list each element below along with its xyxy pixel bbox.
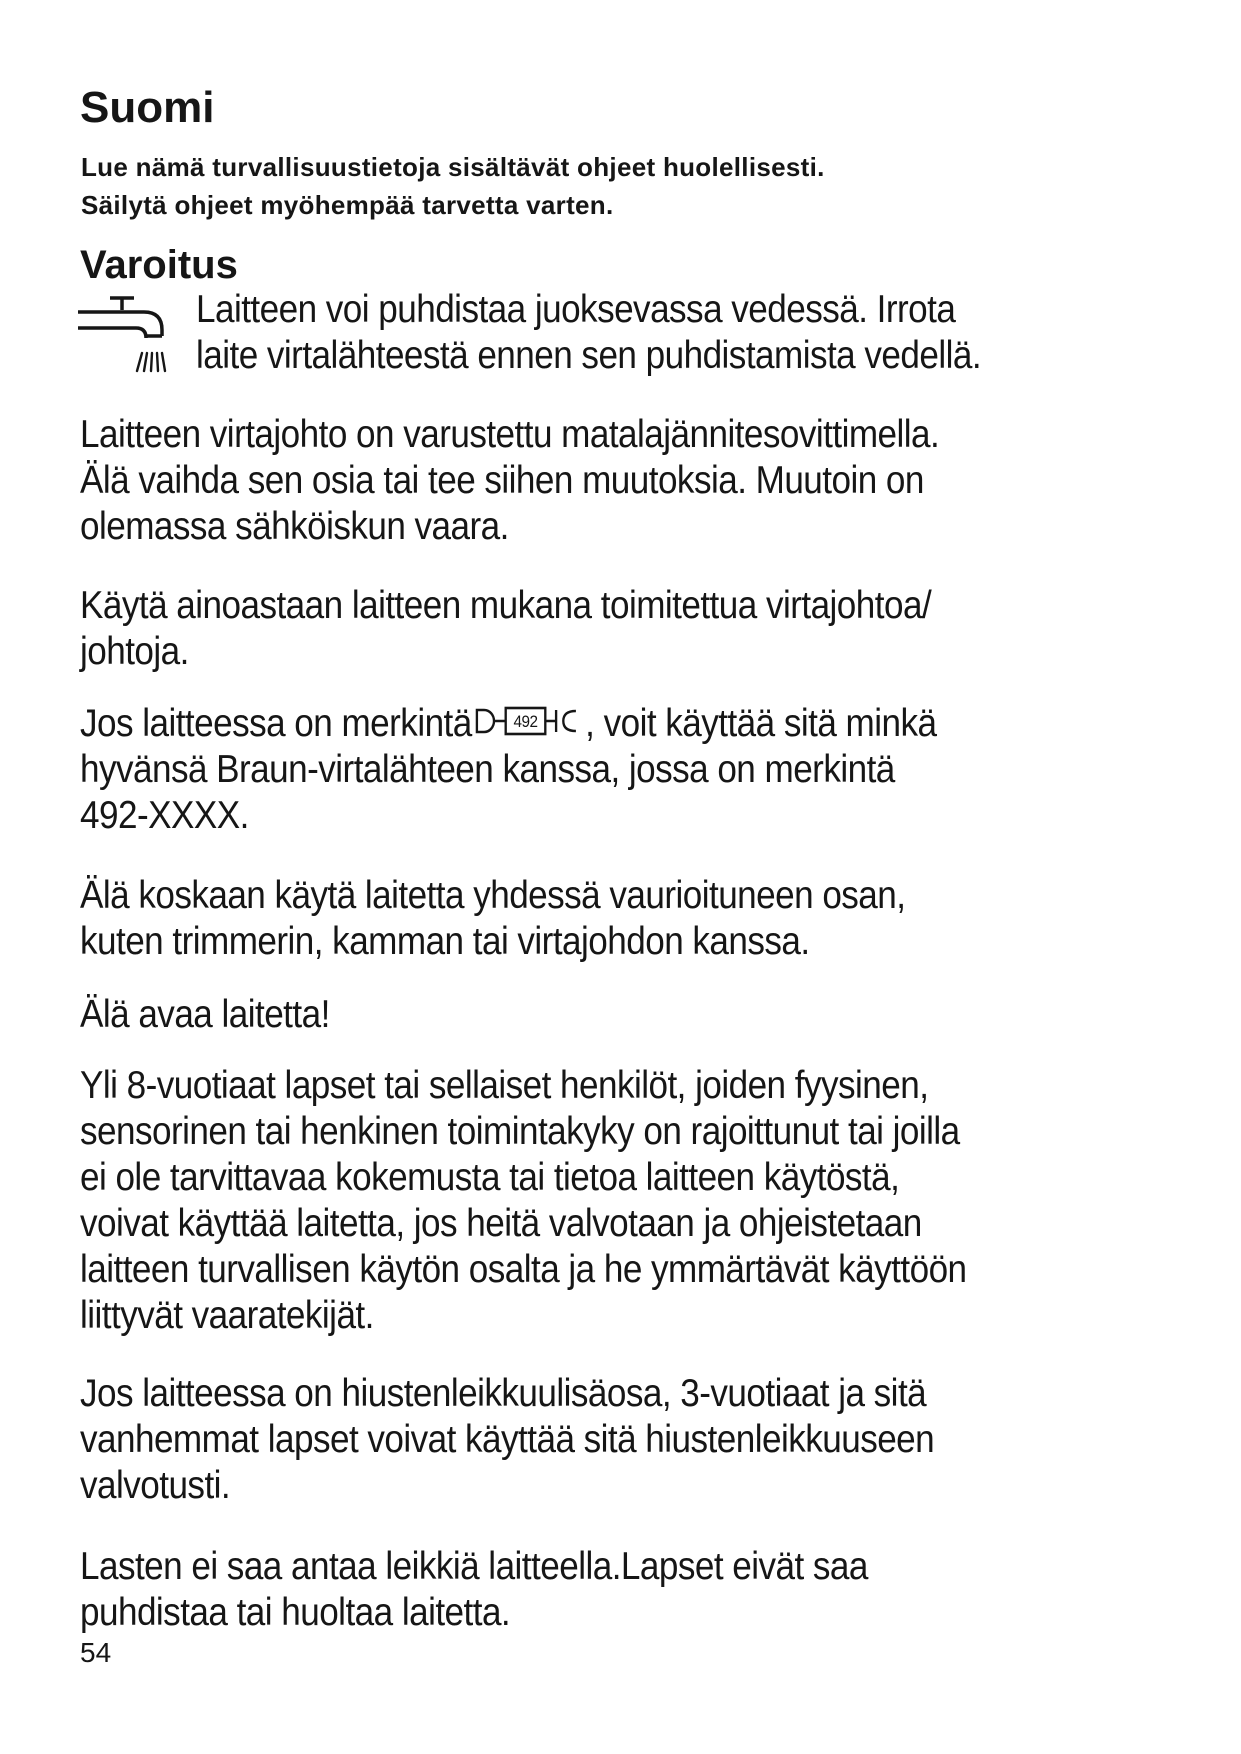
warning-heading: Varoitus [80, 243, 238, 287]
paragraph-line: vanhemmat lapset voivat käyttää sitä hiustenleikkuuseen [80, 1418, 935, 1461]
power-plug-marking-icon [475, 704, 579, 738]
paragraph-line: Yli 8-vuotiaat lapset tai sellaiset henkilöt, joiden fyysinen, [80, 1064, 929, 1107]
intro-line: Lue nämä turvallisuustietoja sisältävät ohjeet huolellisesti. [81, 152, 825, 182]
paragraph-line: hyvänsä Braun-virtalähteen kanssa, jossa on merkintä [80, 748, 895, 791]
paragraph-line: Älä vaihda sen osia tai tee siihen muutoksia. Muutoin on [80, 459, 924, 502]
paragraph-power-cord-adapter [80, 412, 939, 550]
paragraph-line: liittyvät vaaratekijät. [80, 1294, 374, 1337]
warning-line: laite virtalähteestä ennen sen puhdistamista vedellä. [196, 334, 982, 377]
intro-notice [81, 148, 825, 224]
paragraph-text: , voit käyttää sitä minkä [585, 702, 937, 745]
warning-line: Laitteen voi puhdistaa juoksevassa vedessä. Irrota [196, 288, 956, 331]
paragraph-line: Jos laitteessa on hiustenleikkuulisäosa, 3-vuotiaat ja sitä [80, 1372, 927, 1415]
page-number: 54 [80, 1637, 112, 1668]
paragraph-line: Lasten ei saa antaa leikkiä laitteella.Lapset eivät saa [80, 1545, 868, 1588]
paragraph-damaged-parts [80, 873, 905, 965]
paragraph-supplied-cords [80, 583, 931, 675]
paragraph-line: Älä koskaan käytä laitetta yhdessä vaurioituneen osan, [80, 874, 906, 917]
paragraph-line: laitteen turvallisen käytön osalta ja he ymmärtävät käyttöön [80, 1248, 967, 1291]
paragraph-line: voivat käyttää laitetta, jos heitä valvotaan ja ohjeistetaan [80, 1202, 922, 1245]
paragraph-hair-clipper-attachment [80, 1371, 934, 1509]
paragraph-children-play [80, 1544, 868, 1636]
paragraph-marking [80, 701, 936, 839]
paragraph-line: Älä avaa laitetta! [80, 993, 330, 1036]
marking-code: 492 [513, 712, 538, 732]
paragraph-do-not-open [80, 992, 330, 1038]
paragraph-line: Laitteen virtajohto on varustettu matalajännitesovittimella. [80, 413, 940, 456]
paragraph-line: puhdistaa tai huoltaa laitetta. [80, 1591, 511, 1634]
paragraph-children-8-years [80, 1063, 967, 1339]
paragraph-line: Käytä ainoastaan laitteen mukana toimitettua virtajohtoa/ [80, 584, 932, 627]
paragraph-line: kuten trimmerin, kamman tai virtajohdon kanssa. [80, 920, 810, 963]
paragraph-line: 492-XXXX. [80, 794, 249, 837]
paragraph-line: ei ole tarvittavaa kokemusta tai tietoa laitteen käytöstä, [80, 1156, 900, 1199]
water-tap-icon [78, 293, 170, 373]
intro-line: Säilytä ohjeet myöhempää tarvetta varten. [81, 190, 614, 220]
paragraph-line: olemassa sähköiskun vaara. [80, 505, 509, 548]
paragraph-line: sensorinen tai henkinen toimintakyky on rajoittunut tai joilla [80, 1110, 960, 1153]
paragraph-text: Jos laitteessa on merkintä [80, 702, 472, 745]
warning-text [196, 287, 981, 379]
paragraph-line: johtoja. [80, 630, 189, 673]
section-title: Suomi [80, 83, 215, 132]
paragraph-line: valvotusti. [80, 1464, 231, 1507]
